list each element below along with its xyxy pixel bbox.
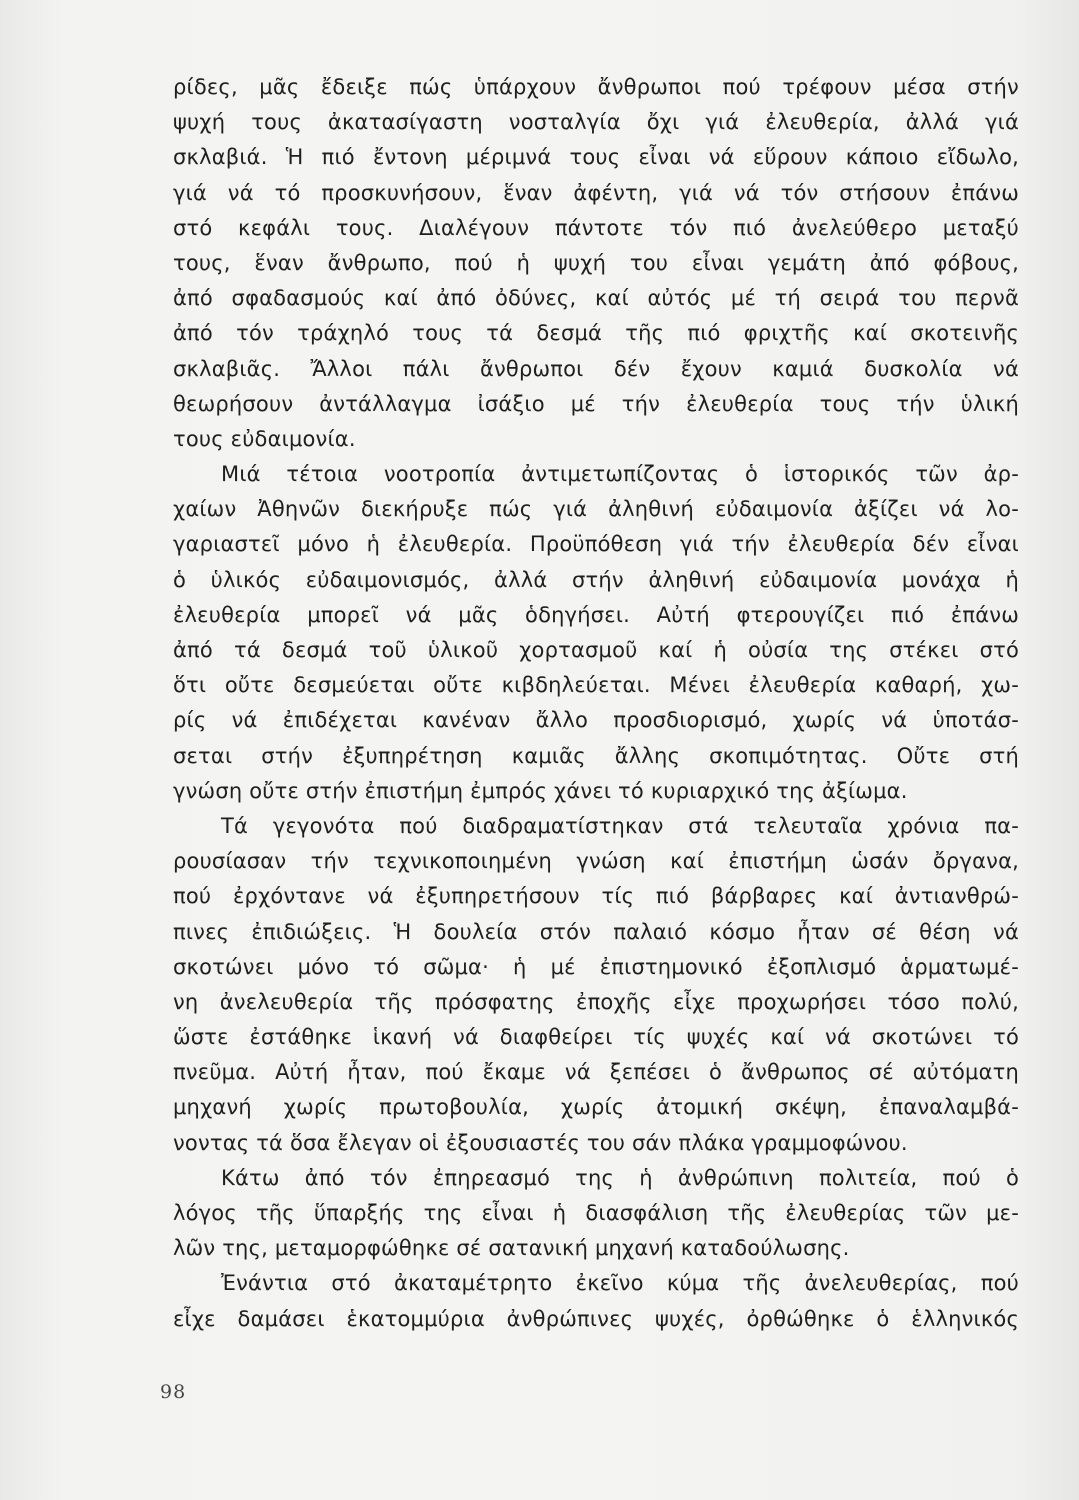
text-line: μηχανή χωρίς πρωτοβουλία, χωρίς ἀτομική σκέψη, ἐπαναλαμβά- (173, 1095, 1019, 1120)
paragraph (173, 457, 1019, 809)
text-line: ἀπό τά δεσμά τοῦ ὑλικοῦ χορτασμοῦ καί ἡ οὐσία της στέκει στό (173, 638, 1019, 662)
text-line: σκοτώνει μόνο τό σῶμα· ἡ μέ ἐπιστημονικό ἐξοπλισμό ἁρματωμέ- (173, 954, 1019, 979)
text-line: λόγος τῆς ὕπαρξής της εἶναι ἡ διασφάλιση τῆς ἐλευθερίας τῶν με- (173, 1201, 1019, 1225)
text-line: ὅτι οὔτε δεσμεύεται οὔτε κιβδηλεύεται. Μένει ἐλευθερία καθαρή, χω- (173, 673, 1019, 698)
page-number: 98 (160, 1381, 187, 1403)
paragraph (173, 1161, 1019, 1267)
text-line: Μιά τέτοια νοοτροπία ἀντιμετωπίζοντας ὁ ἱστορικός τῶν ἀρ- (221, 462, 1019, 487)
text-line: Ἐνάντια στό ἀκαταμέτρητο ἐκεῖνο κύμα τῆς ἀνελευθερίας, πού (221, 1271, 1019, 1296)
text-line: ὁ ὑλικός εὐδαιμονισμός, ἀλλά στήν ἀληθινή εὐδαιμονία μονάχα ἡ (173, 567, 1019, 592)
text-line: ρίδες, μᾶς ἔδειξε πώς ὑπάρχουν ἄνθρωποι πού τρέφουν μέσα στήν (173, 75, 1019, 99)
text-line: Κάτω ἀπό τόν ἐπηρεασμό της ἡ ἀνθρώπινη πολιτεία, πού ὁ (221, 1165, 1019, 1190)
text-line: πινες ἐπιδιώξεις. Ἡ δουλεία στόν παλαιό κόσμο ἦταν σέ θέση νά (173, 919, 1019, 944)
text-line: σκλαβιά. Ἡ πιό ἔντονη μέριμνά τους εἶναι νά εὕρουν κάποιο εἴδωλο, (173, 145, 1019, 170)
text-line: πού ἐρχόντανε νά ἐξυπηρετήσουν τίς πιό βάρβαρες καί ἀντιανθρώ- (173, 884, 1019, 909)
text-line: σεται στήν ἐξυπηρέτηση καμιᾶς ἄλλης σκοπιμότητας. Οὔτε στή (173, 743, 1019, 768)
text-line: τους, ἕναν ἄνθρωπο, πού ἡ ψυχή του εἶναι γεμάτη ἀπό φόβους, (173, 250, 1019, 275)
text-line: πνεῦμα. Αὐτή ἦταν, πού ἔκαμε νά ξεπέσει ὁ ἄνθρωπος σέ αὐτόματη (173, 1060, 1019, 1085)
text-line: εἶχε δαμάσει ἑκατομμύρια ἀνθρώπινες ψυχές, ὀρθώθηκε ὁ ἑλληνικός (173, 1306, 1019, 1331)
text-line: Τά γεγονότα πού διαδραματίστηκαν στά τελευταῖα χρόνια πα- (221, 813, 1019, 838)
text-line: σκλαβιᾶς. Ἄλλοι πάλι ἄνθρωποι δέν ἔχουν καμιά δυσκολία νά (173, 356, 1019, 381)
text-line: τους εὐδαιμονία. (173, 426, 356, 451)
text-line: ρουσίασαν τήν τεχνικοποιημένη γνώση καί ἐπιστήμη ὡσάν ὄργανα, (173, 849, 1019, 874)
paragraph (173, 809, 1019, 1161)
text-line: ἀπό σφαδασμούς καί ἀπό ὀδύνες, καί αὐτός μέ τή σειρά του περνᾶ (173, 286, 1019, 311)
text-line: χαίων Ἀθηνῶν διεκήρυξε πώς γιά ἀληθινή εὐδαιμονία ἀξίζει νά λο- (173, 497, 1019, 522)
text-line: ὥστε ἐστάθηκε ἱκανή νά διαφθείρει τίς ψυχές καί νά σκοτώνει τό (173, 1025, 1019, 1050)
text-line: λῶν της, μεταμορφώθηκε σέ σατανική μηχανή καταδούλωσης. (173, 1236, 850, 1261)
text-line: στό κεφάλι τους. Διαλέγουν πάντοτε τόν πιό ἀνελεύθερο μεταξύ (173, 215, 1019, 240)
paragraph (173, 1266, 1019, 1336)
text-line: ἐλευθερία μπορεῖ νά μᾶς ὁδηγήσει. Αὐτή φτερουγίζει πιό ἐπάνω (173, 602, 1019, 627)
text-line: γιά νά τό προσκυνήσουν, ἕναν ἀφέντη, γιά νά τόν στήσουν ἐπάνω (173, 180, 1019, 205)
text-line: νοντας τά ὅσα ἔλεγαν οἱ ἐξουσιαστές του σάν πλάκα γραμμοφώνου. (173, 1130, 908, 1155)
text-line: γνώση οὔτε στήν ἐπιστήμη ἐμπρός χάνει τό κυριαρχικό της ἀξίωμα. (173, 778, 908, 803)
text-line: ἀπό τόν τράχηλό τους τά δεσμά τῆς πιό φριχτῆς καί σκοτεινῆς (173, 321, 1019, 346)
text-line: θεωρήσουν ἀντάλλαγμα ἰσάξιο μέ τήν ἐλευθερία τους τήν ὑλική (173, 391, 1019, 416)
text-line: νη ἀνελευθερία τῆς πρόσφατης ἐποχῆς εἶχε προχωρήσει τόσο πολύ, (173, 989, 1019, 1014)
body-text (173, 70, 1019, 1337)
text-line: ρίς νά ἐπιδέχεται κανέναν ἄλλο προσδιορισμό, χωρίς νά ὑποτάσ- (173, 708, 1019, 733)
text-line: ψυχή τους ἀκατασίγαστη νοσταλγία ὄχι γιά ἐλευθερία, ἀλλά γιά (173, 110, 1019, 135)
paragraph (173, 70, 1019, 457)
text-line: γαριαστεῖ μόνο ἡ ἐλευθερία. Προϋπόθεση γιά τήν ἐλευθερία δέν εἶναι (173, 532, 1019, 557)
